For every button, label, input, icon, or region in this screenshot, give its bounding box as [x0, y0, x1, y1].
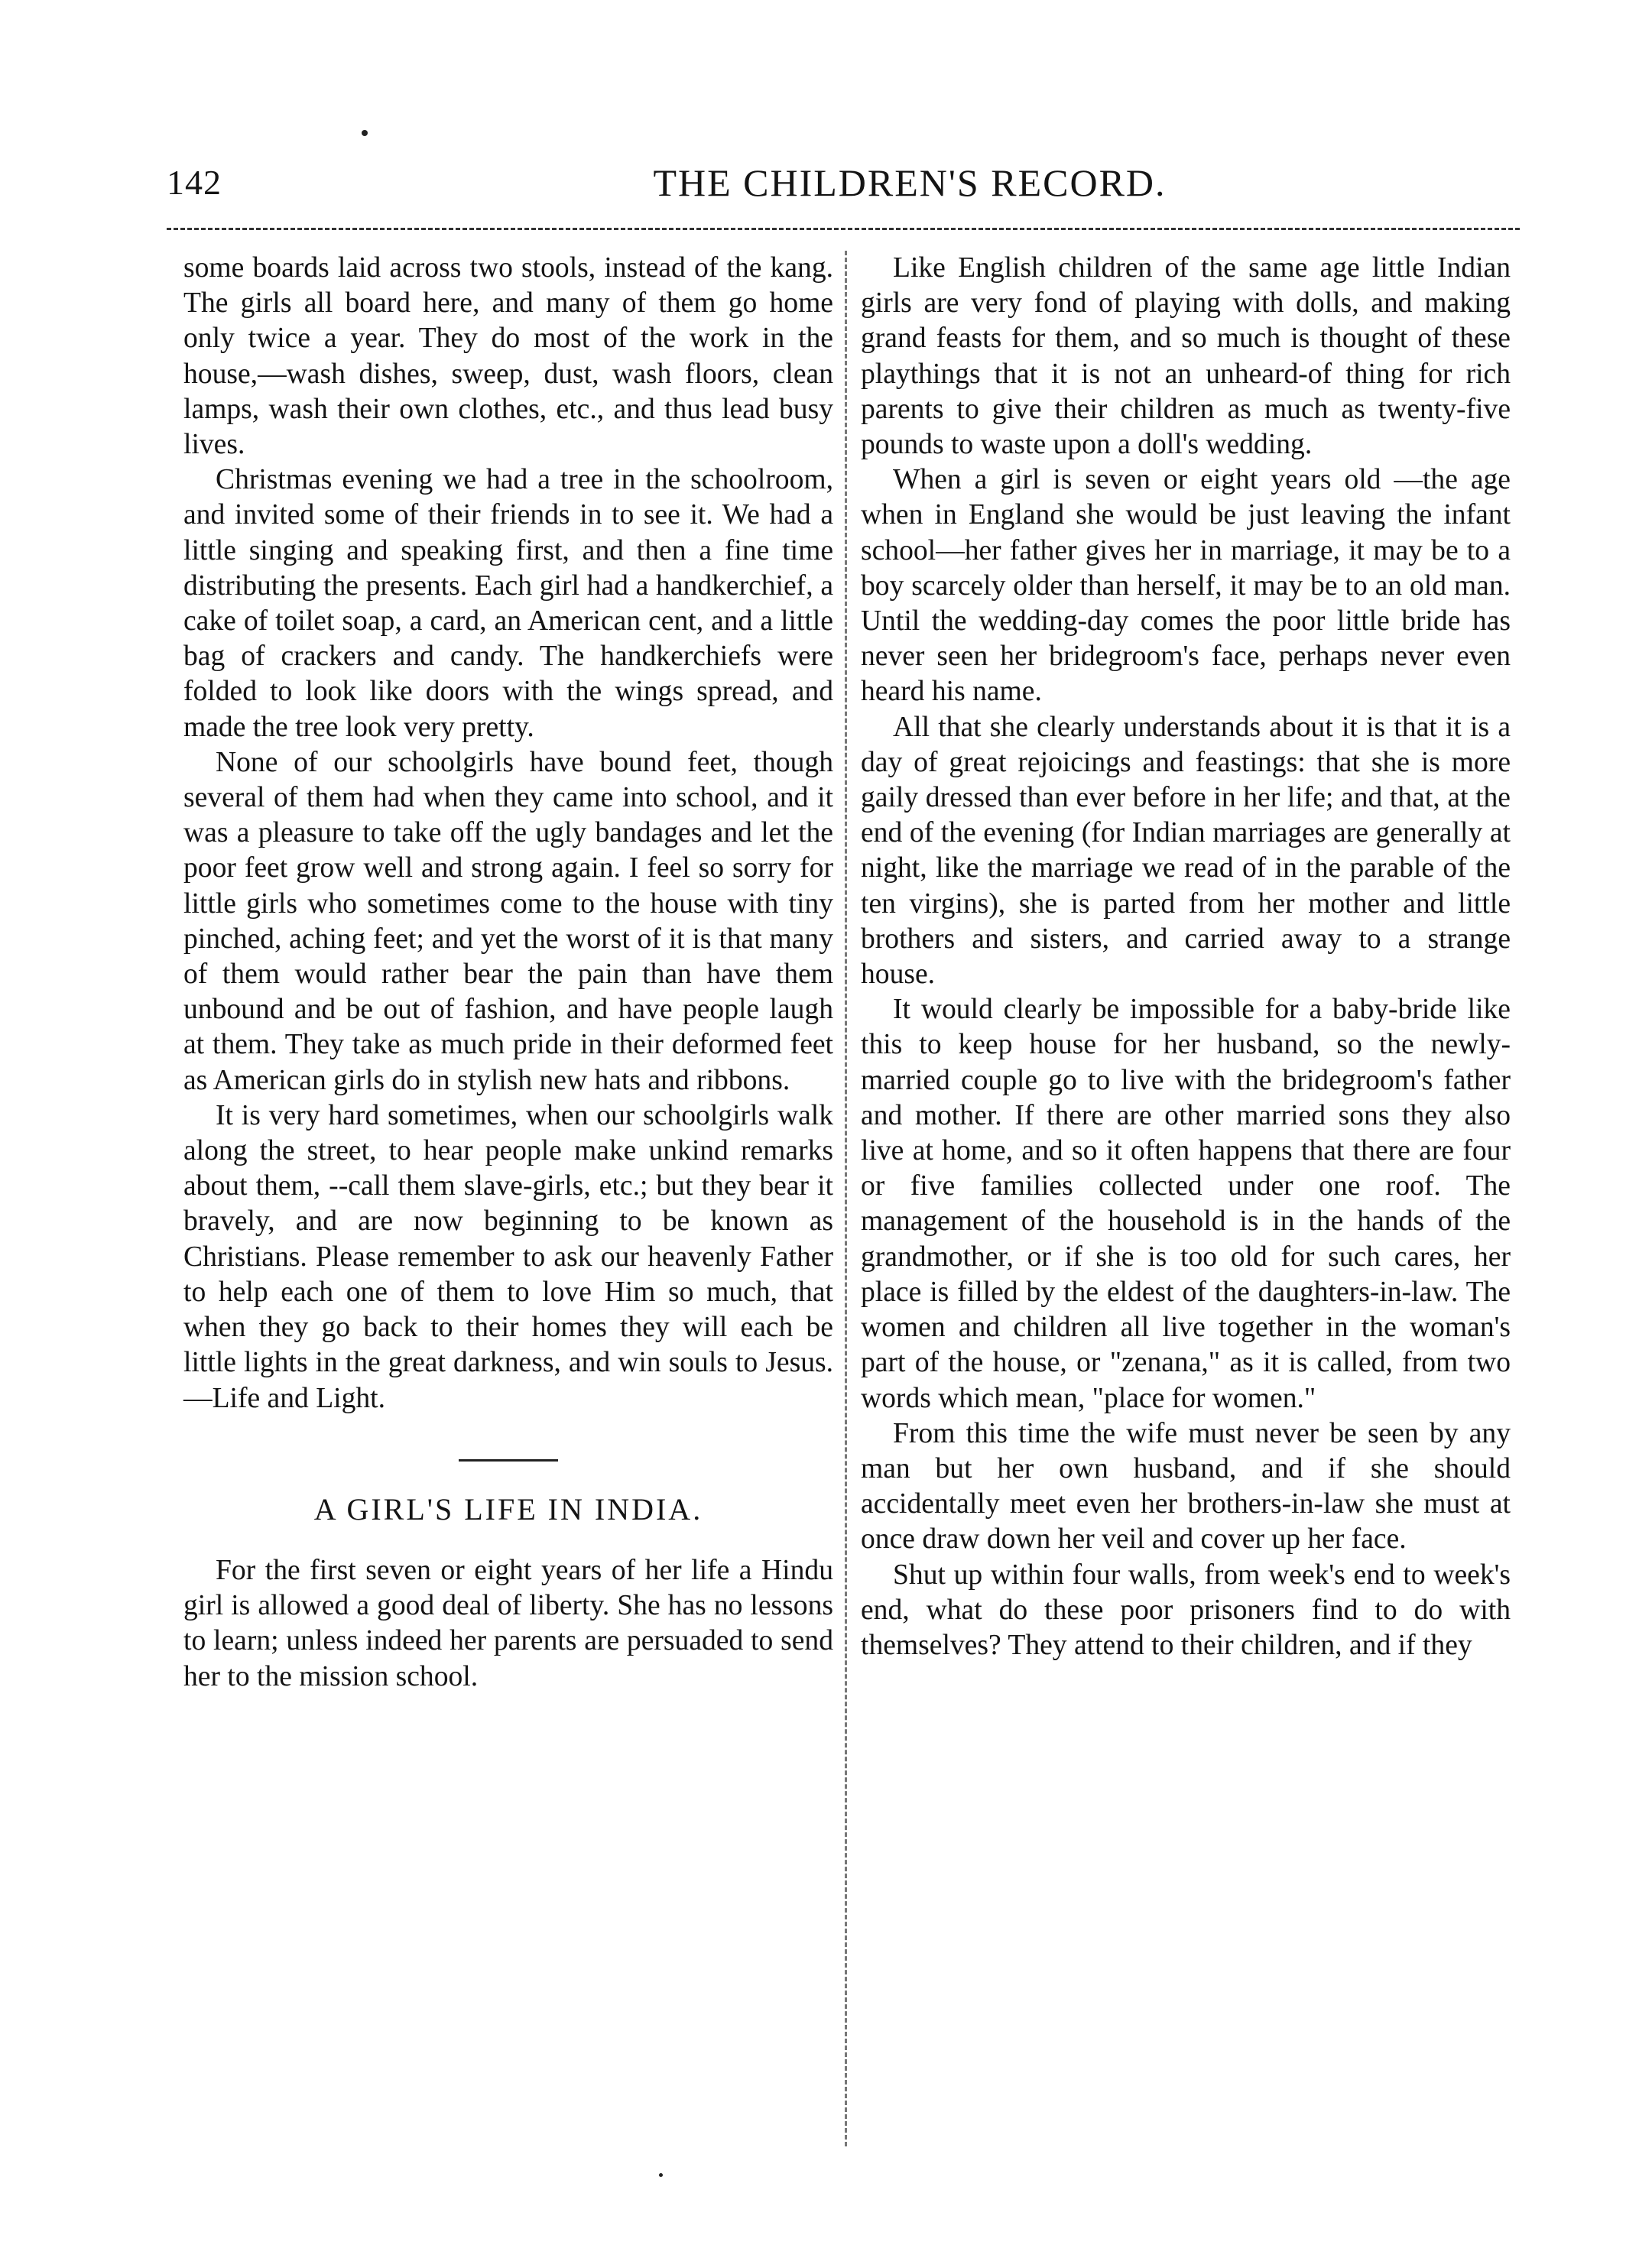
right-paragraph-1: Like English children of the same age little Indian girls are very fond of playing with dolls, and making grand feasts for them, and so much is thought of these playthings that it is not an unheard-of thing for rich parents to give their children as much as twenty-five pounds to waste upon a doll's wedding. — [861, 252, 1511, 461]
left-column — [183, 251, 833, 1695]
left-paragraph-4: It is very hard sometimes, when our schoolgirls walk along the street, to hear people make unkind remarks about them, --call them slave-girls, etc.; but they bear it bravely, and are now beginning to be known as Christians. Please remember to ask our heavenly Father to help each one of them to love Him so much, that when they go back to their homes they will each be little lights in the great darkness, and win souls to Jesus.—Life and Light. — [183, 1099, 833, 1414]
right-paragraph-3: All that she clearly understands about it is that it is a day of great rejoicings and feastings: that she is more gaily dressed than ever before in her life; and that, at the end of the evening (for Indian marriages are generally at night, like the marriage we read of in the parable of the ten virgins), she is parted from her mother and little brothers and sisters, and carried away to a strange house. — [861, 711, 1511, 991]
left-paragraph-5: For the first seven or eight years of her life a Hindu girl is allowed a good deal of liberty. She has no lessons to learn; unless indeed her parents are persuaded to send her to the mission school. — [183, 1554, 833, 1692]
bottom-ink-dot — [659, 2173, 663, 2177]
right-paragraph-5: From this time the wife must never be seen by any man but her own husband, and if she should accidentally meet even her brothers-in-law she must at once draw down her veil and cover up her face. — [861, 1417, 1511, 1556]
right-paragraph-2: When a girl is seven or eight years old —the age when in England she would be just leaving the infant school—her father gives her in marriage, it may be to a boy scarcely older than herself, it may be to an old man. Until the wedding-day comes the poor little bride has never seen her bridegroom's face, perhaps never even heard his name. — [861, 464, 1511, 708]
column-divider — [845, 251, 847, 2146]
section-separator — [459, 1459, 558, 1462]
right-paragraph-4: It would clearly be impossible for a baby-bride like this to keep house for her husband, so the newly-married couple go to live with the bridegroom's father and mother. If there are other married sons they also live at home, and so it often happens that there are four or five families collected under one roof. The management of the household is in the hands of the grandmother, or if she is too old for such cares, her place is filled by the eldest of the daughters-in-law. The women and children all live together in the woman's part of the house, or "zenana," as it is called, from two words which mean, "place for women." — [861, 994, 1511, 1414]
right-column — [861, 251, 1511, 1663]
section-title: A GIRL'S LIFE IN INDIA. — [313, 1491, 703, 1526]
running-title: THE CHILDREN'S RECORD. — [653, 161, 1167, 204]
left-paragraph-2: Christmas evening we had a tree in the schoolroom, and invited some of their friends in to see it. We had a little singing and speaking first, and then a fine time distributing the presents. Each girl had a handkerchief, a cake of toilet soap, a card, an American cent, and a little bag of crackers and candy. The handkerchiefs were folded to look like doors with the wings spread, and made the tree look very pretty. — [183, 464, 833, 743]
page-number: 142 — [167, 163, 222, 202]
left-paragraph-1: some boards laid across two stools, instead of the kang. The girls all board here, and many of them go home only twice a year. They do most of the work in the house,—wash dishes, sweep, dust, wash floors, clean lamps, wash their own clothes, etc., and thus lead busy lives. — [183, 252, 833, 461]
left-paragraph-3: None of our schoolgirls have bound feet, though several of them had when they came into school, and it was a pleasure to take off the ugly bandages and let the poor feet grow well and strong again. I feel so sorry for little girls who sometimes come to the house with tiny pinched, aching feet; and yet the worst of it is that many of them would rather bear the pain than have them unbound and be out of fashion, and have people laugh at them. They take as much pride in their deformed feet as American girls do in stylish new hats and ribbons. — [183, 746, 833, 1096]
header-rule — [167, 228, 1520, 230]
right-paragraph-6: Shut up within four walls, from week's end to week's end, what do these poor prisoners find to do with themselves? They attend to their children, and if they — [861, 1559, 1511, 1661]
top-ink-dot — [362, 130, 368, 136]
